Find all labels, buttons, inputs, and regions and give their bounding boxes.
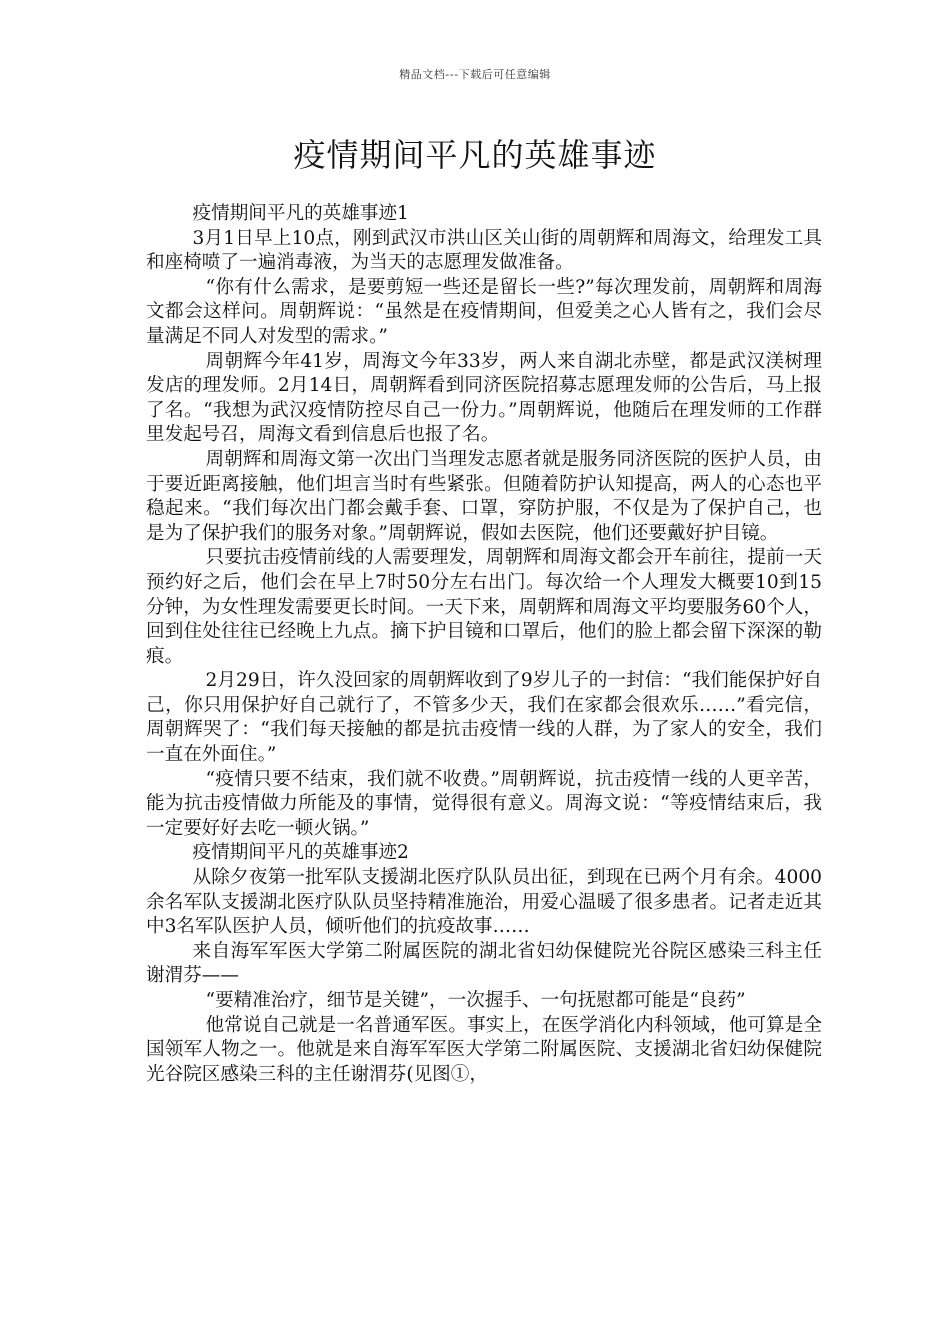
paragraph: 2月29日，许久没回家的周朝辉收到了9岁儿子的一封信：“我们能保护好自己，你只用保护好自己就行了，不管多少天，我们在家都会很欢乐……”看完信，周朝辉哭了：“我们每天接触的都是抗击疫情一线的人群，为了家人的安全，我们一直在外面住。” bbox=[146, 670, 822, 766]
paragraph: 从除夕夜第一批军队支援湖北医疗队队员出征，到现在已两个月有余。4000余名军队支援湖北医疗队队员坚持精准施治，用爱心温暖了很多患者。记者走近其中3名军队医护人员，倾听他们的抗疫故事…… bbox=[146, 867, 822, 938]
paragraph: “疫情只要不结束，我们就不收费。”周朝辉说，抗击疫情一线的人更辛苦，能为抗击疫情做力所能及的事情，觉得很有意义。周海文说：“等疫情结束后，我一定要好好去吃一顿火锅。” bbox=[146, 768, 822, 839]
paragraph: 来自海军军医大学第二附属医院的湖北省妇幼保健院光谷院区感染三科主任谢渭芬—— bbox=[146, 940, 822, 987]
paragraph: 只要抗击疫情前线的人需要理发，周朝辉和周海文都会开车前往，提前一天预约好之后，他们会在早上7时50分左右出门。每次给一个人理发大概要10到15分钟，为女性理发需要更长时间。一天下来，周朝辉和周海文平均要服务60个人，回到住处往往已经晚上九点。摘下护目镜和口罩后，他们的脸上都会留下深深的勒痕。 bbox=[146, 547, 822, 667]
page-title: 疫情期间平凡的英雄事迹 bbox=[293, 136, 657, 174]
paragraph: 他常说自己就是一名普通军医。事实上，在医学消化内科领域，他可算是全国领军人物之一。他就是来自海军军医大学第二附属医院、支援湖北省妇幼保健院光谷院区感染三科的主任谢渭芬(见图①， bbox=[146, 1014, 822, 1085]
paragraph: “你有什么需求，是要剪短一些还是留长一些?”每次理发前，周朝辉和周海文都会这样问。周朝辉说：“虽然是在疫情期间，但爱美之心人皆有之，我们会尽量满足不同人对发型的需求。” bbox=[146, 276, 822, 347]
paragraph: “要精准治疗，细节是关键”，一次握手、一句抚慰都可能是“良药” bbox=[205, 990, 746, 1011]
paragraph: 周朝辉今年41岁，周海文今年33岁，两人来自湖北赤壁，都是武汉渼树理发店的理发师。2月14日，周朝辉看到同济医院招募志愿理发师的公告后，马上报了名。“我想为武汉疫情防控尽自己一份力。”周朝辉说，他随后在理发师的工作群里发起号召，周海文看到信息后也报了名。 bbox=[146, 350, 822, 446]
section-heading-1: 疫情期间平凡的英雄事迹1 bbox=[192, 203, 409, 224]
header-note: 精品文档---下载后可任意编辑 bbox=[399, 68, 551, 81]
section-heading-2: 疫情期间平凡的英雄事迹2 bbox=[192, 842, 409, 864]
article-body bbox=[146, 202, 822, 1087]
paragraph: 3月1日早上10点，刚到武汉市洪山区关山街的周朝辉和周海文，给理发工具和座椅喷了一遍消毒液，为当天的志愿理发做准备。 bbox=[146, 227, 822, 274]
paragraph: 周朝辉和周海文第一次出门当理发志愿者就是服务同济医院的医护人员，由于要近距离接触，他们坦言当时有些紧张。但随着防护认知提高，两人的心态也平稳起来。“我们每次出门都会戴手套、口罩，穿防护服，不仅是为了保护自己，也是为了保护我们的服务对象。”周朝辉说，假如去医院，他们还要戴好护目镜。 bbox=[146, 448, 822, 544]
